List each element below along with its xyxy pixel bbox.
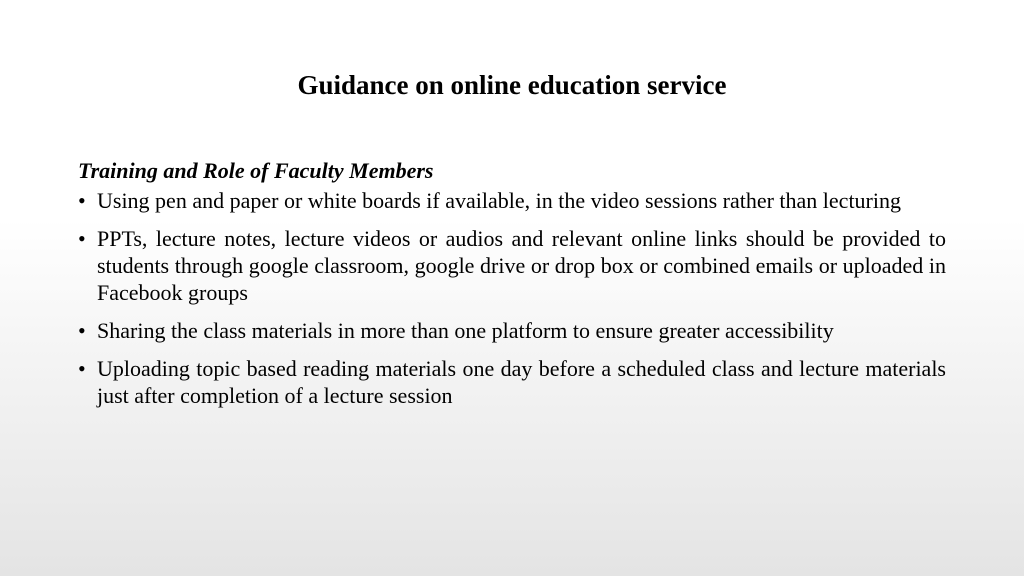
slide-content xyxy=(78,156,946,420)
slide-title: Guidance on online education service xyxy=(297,70,727,100)
bullet-item xyxy=(78,187,946,214)
bullet-item xyxy=(78,355,946,409)
bullet-marker: • xyxy=(78,318,86,343)
section-subheading: Training and Role of Faculty Members xyxy=(78,158,434,183)
bullet-list xyxy=(78,187,946,409)
bullet-item xyxy=(78,225,946,306)
bullet-text: Using pen and paper or white boards if available, in the video sessions rather than lecturing xyxy=(97,188,901,213)
bullet-text: PPTs, lecture notes, lecture videos or audios and relevant online links should be provided to students through google classroom, google drive or drop box or combined emails or uploaded in Facebook groups xyxy=(97,226,946,305)
bullet-text: Uploading topic based reading materials one day before a scheduled class and lecture materials just after completion of a lecture session xyxy=(97,356,946,408)
bullet-item xyxy=(78,317,946,344)
bullet-marker: • xyxy=(78,188,86,213)
bullet-text: Sharing the class materials in more than one platform to ensure greater accessibility xyxy=(97,318,834,343)
bullet-marker: • xyxy=(78,226,86,251)
bullet-marker: • xyxy=(78,356,86,381)
